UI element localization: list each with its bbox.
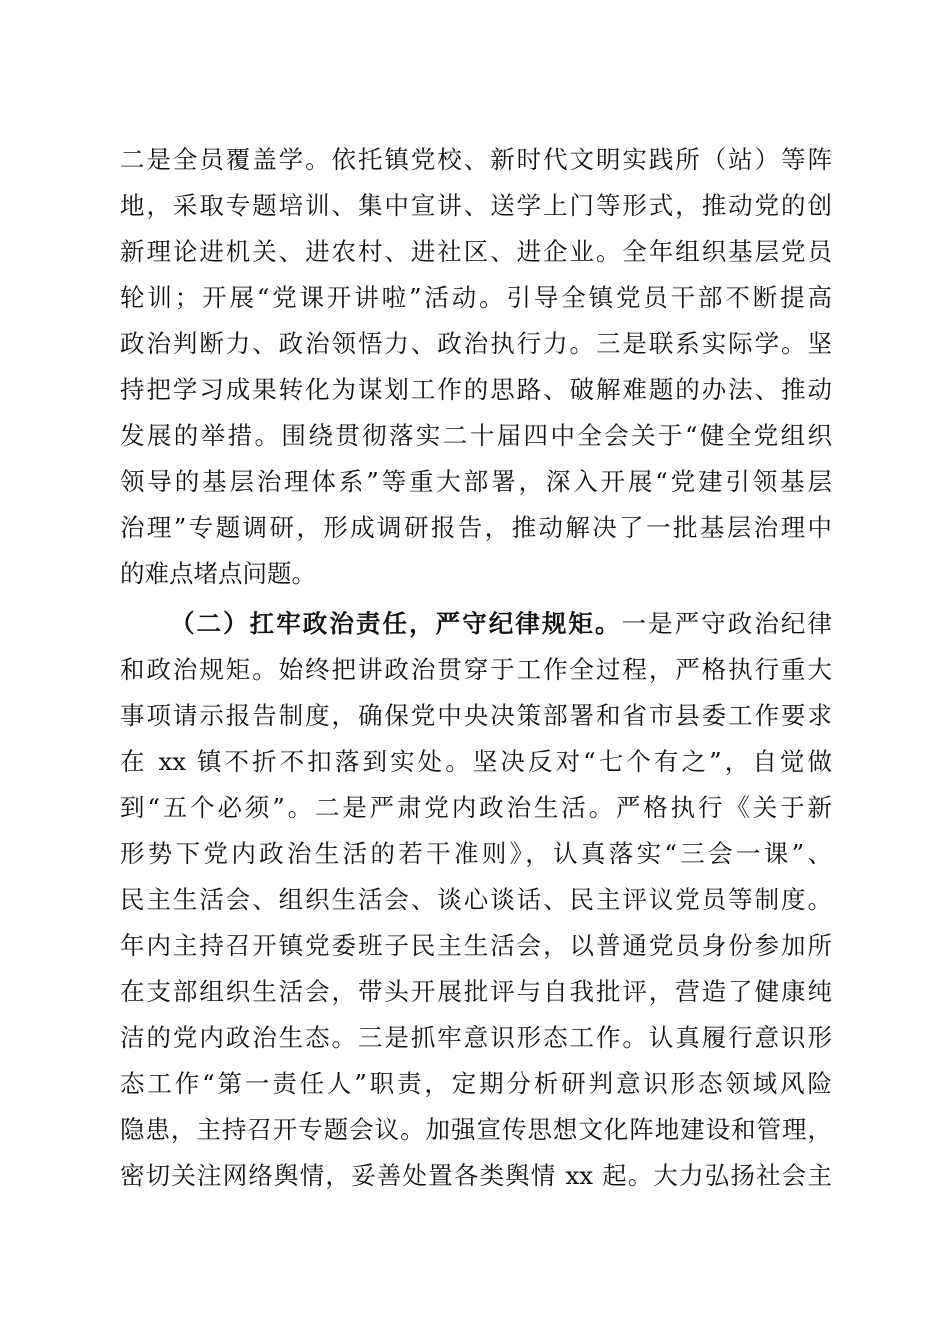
- body-line: 的难点堵点问题。: [120, 559, 316, 588]
- body-line: 事项请示报告制度，确保党中央决策部署和省市县委工作要求: [120, 701, 832, 730]
- body-line: 密切关注网络舆情，妥善处置各类舆情 xx 起。大力弘扬社会主: [120, 1161, 832, 1190]
- body-line: 二是全员覆盖学。依托镇党校、新时代文明实践所（站）等阵: [120, 145, 832, 174]
- body-line: 在支部组织生活会，带头开展批评与自我批评，营造了健康纯: [120, 977, 832, 1006]
- body-line: 形势下党内政治生活的若干准则》，认真落实“三会一课”、: [120, 839, 832, 868]
- body-line: 地，采取专题培训、集中宣讲、送学上门等形式，推动党的创: [120, 191, 832, 220]
- body-line: 政治判断力、政治领悟力、政治执行力。三是联系实际学。坚: [120, 329, 832, 358]
- body-line: 年内主持召开镇党委班子民主生活会，以普通党员身份参加所: [120, 931, 832, 960]
- body-line: 到“五个必须”。二是严肃党内政治生活。严格执行《关于新: [120, 793, 832, 822]
- section-heading: （二）扛牢政治责任，严守纪律规矩。: [170, 609, 622, 638]
- body-line: 轮训；开展“党课开讲啦”活动。引导全镇党员干部不断提高: [120, 283, 832, 312]
- body-line: 新理论进机关、进农村、进社区、进企业。全年组织基层党员: [120, 237, 832, 266]
- body-line: 发展的举措。围绕贯彻落实二十届四中全会关于“健全党组织: [120, 421, 832, 450]
- body-line: 在 xx 镇不折不扣落到实处。坚决反对“七个有之”，自觉做: [120, 747, 832, 776]
- body-line: 领导的基层治理体系”等重大部署，深入开展“党建引领基层: [120, 467, 832, 496]
- section-heading-line: [170, 604, 832, 644]
- body-line: 持把学习成果转化为谋划工作的思路、破解难题的办法、推动: [120, 375, 832, 404]
- body-line: 民主生活会、组织生活会、谈心谈话、民主评议党员等制度。: [120, 885, 832, 914]
- section-first-line-text: 一是严守政治纪律: [621, 609, 832, 638]
- body-line: 态工作“第一责任人”职责，定期分析研判意识形态领域风险: [120, 1069, 832, 1098]
- body-line: 隐患，主持召开专题会议。加强宣传思想文化阵地建设和管理，: [120, 1115, 832, 1144]
- body-line: 洁的党内政治生态。三是抓牢意识形态工作。认真履行意识形: [120, 1023, 832, 1052]
- body-line: 和政治规矩。始终把讲政治贯穿于工作全过程，严格执行重大: [120, 655, 832, 684]
- body-line: 治理”专题调研，形成调研报告，推动解决了一批基层治理中: [120, 513, 832, 542]
